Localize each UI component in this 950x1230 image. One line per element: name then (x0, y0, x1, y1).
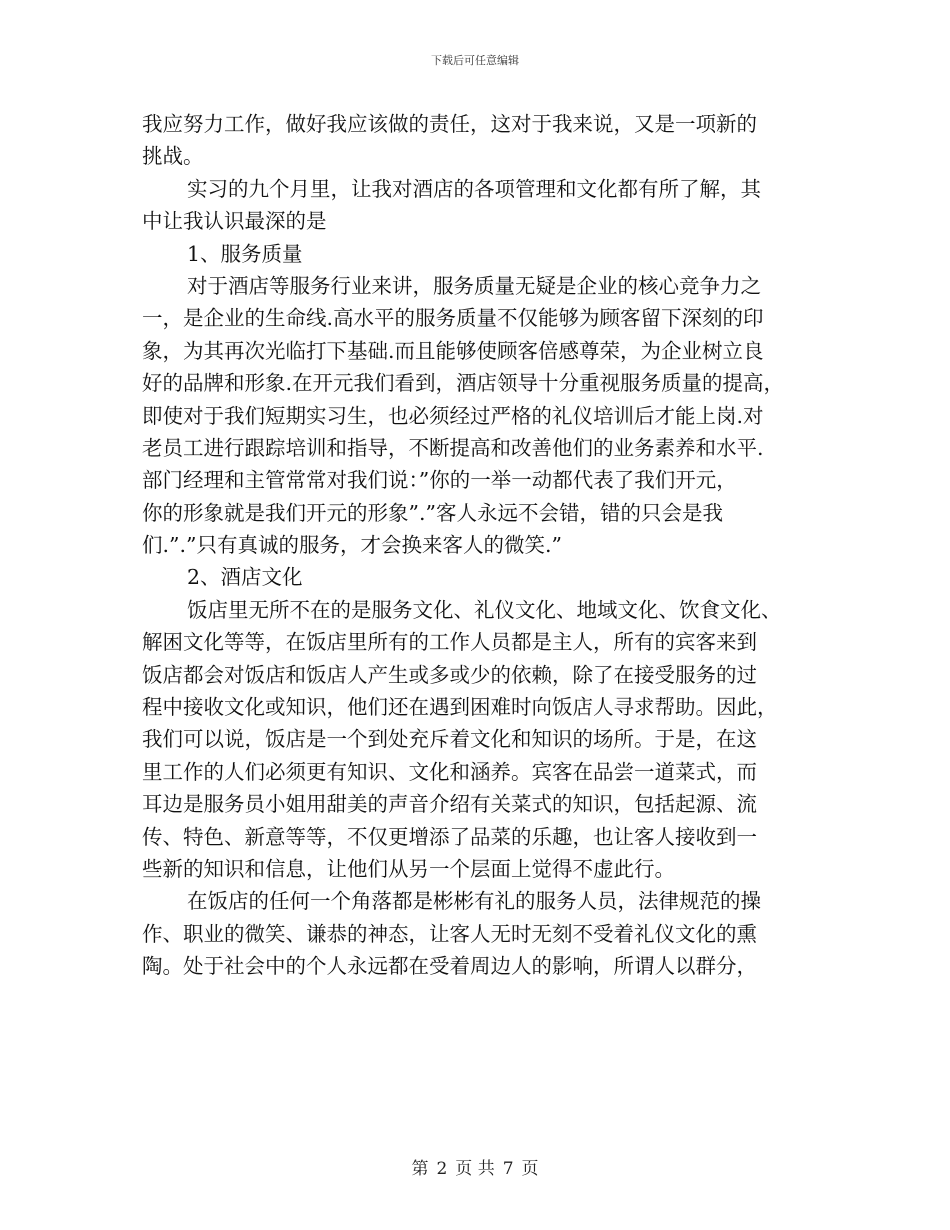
text-line: 老员工进行跟踪培训和指导，不断提高和改善他们的业务素养和水平. (142, 435, 764, 460)
text-line: 们.”.”只有真诚的服务，才会换来客人的微笑.” (142, 533, 562, 558)
paragraph-start: 实习的九个月里，让我对酒店的各项管理和文化都有所了解，其 (187, 176, 761, 201)
text-line: 中让我认识最深的是 (142, 209, 327, 234)
text-line: 你的形象就是我们开元的形象”.”客人永远不会错，错的只会是我 (142, 500, 723, 525)
text-line: 些新的知识和信息，让他们从另一个层面上觉得不虚此行。 (142, 856, 675, 881)
page-header: 下载后可任意编辑 (431, 54, 519, 67)
footer-prefix: 第 (411, 1159, 429, 1179)
paragraph-start: 在饭店的任何一个角落都是彬彬有礼的服务人员，法律规范的操 (187, 889, 761, 914)
text-line: 程中接收文化或知识，他们还在遇到困难时向饭店人寻求帮助。因此， (142, 695, 778, 720)
text-line: 作、职业的微笑、谦恭的神态，让客人无时无刻不受着礼仪文化的熏 (142, 921, 757, 946)
text-line: 饭店都会对饭店和饭店人产生或多或少的依赖，除了在接受服务的过 (142, 662, 757, 687)
current-page-number: 2 (436, 1159, 448, 1179)
section-heading-hotel-culture: 2、酒店文化 (187, 565, 303, 590)
text-line: 即使对于我们短期实习生，也必须经过严格的礼仪培训后才能上岗.对 (142, 403, 764, 428)
paragraph-start: 饭店里无所不在的是服务文化、礼仪文化、地域文化、饮食文化、 (187, 597, 782, 622)
section-heading-service-quality: 1、服务质量 (187, 241, 303, 266)
text-line: 好的品牌和形象.在开元我们看到，酒店领导十分重视服务质量的提高， (142, 371, 785, 396)
footer-suffix: 页 (521, 1159, 539, 1179)
text-line: 陶。处于社会中的个人永远都在受着周边人的影响，所谓人以群分， (142, 954, 757, 979)
text-line: 耳边是服务员小姐用甜美的声音介绍有关菜式的知识，包括起源、流 (142, 792, 757, 817)
footer-middle: 页 共 (455, 1159, 495, 1179)
text-line: 传、特色、新意等等，不仅更增添了品菜的乐趣，也让客人接收到一 (142, 824, 757, 849)
paragraph-start: 对于酒店等服务行业来讲，服务质量无疑是企业的核心竞争力之 (187, 273, 761, 298)
text-line: 象，为其再次光临打下基础.而且能够使顾客倍感尊荣，为企业树立良 (142, 338, 764, 363)
text-line: 里工作的人们必须更有知识、文化和涵养。宾客在品尝一道菜式，而 (142, 759, 757, 784)
text-line: 我应努力工作，做好我应该做的责任，这对于我来说，又是一项新的 (142, 112, 757, 136)
document-body (142, 108, 812, 983)
text-line: 挑战。 (142, 144, 204, 169)
text-line: 一，是企业的生命线.高水平的服务质量不仅能够为顾客留下深刻的印 (142, 306, 764, 331)
text-line: 部门经理和主管常常对我们说：”你的一举一动都代表了我们开元， (142, 468, 737, 493)
page-footer (0, 1154, 950, 1179)
text-line: 解困文化等等，在饭店里所有的工作人员都是主人，所有的宾客来到 (142, 630, 757, 655)
total-page-count: 7 (502, 1159, 514, 1179)
text-line: 我们可以说，饭店是一个到处充斥着文化和知识的场所。于是，在这 (142, 727, 757, 752)
